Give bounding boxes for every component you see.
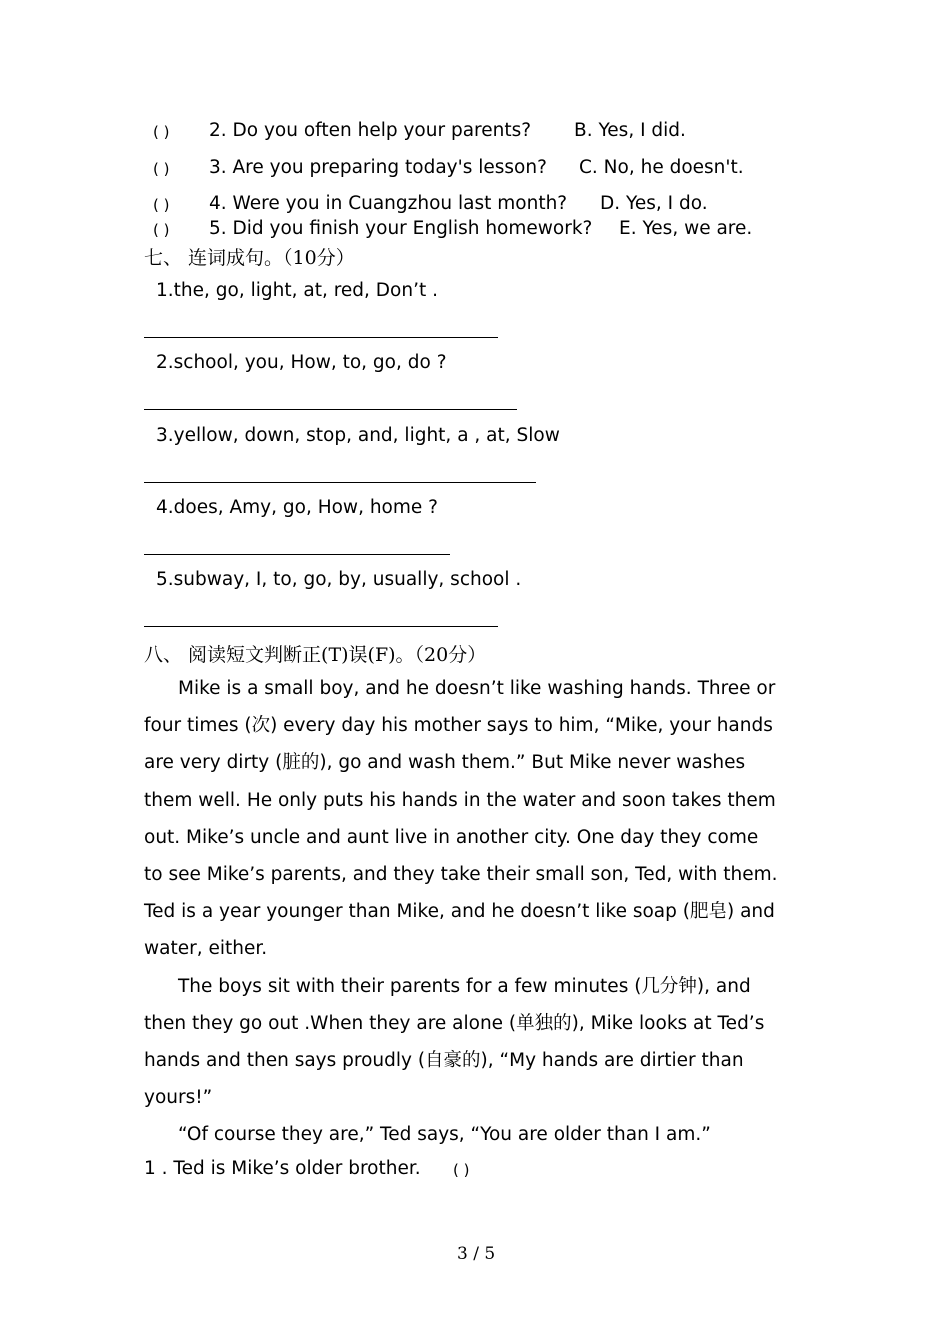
section-title: 八、 阅读短文判断正(T)误(F)。（20分） (144, 644, 487, 666)
page-number: 3 / 5 (457, 1244, 496, 1264)
passage-line: The boys sit with their parents for a few minutes (几分钟), and (178, 975, 751, 997)
matching-answer: D. Yes, I do. (600, 193, 708, 214)
passage-line: Mike is a small boy, and he doesn’t like washing hands. Three or (178, 678, 776, 699)
passage-line: “Of course they are,” Ted says, “You are older than I am.” (178, 1124, 711, 1146)
answer-paren: ( ) (153, 196, 170, 214)
answer-paren: ( ) (153, 160, 170, 178)
sentence-prompt: 5.subway, I, to, go, by, usually, school . (156, 569, 522, 590)
matching-question: 3. Are you preparing today's lesson? (209, 157, 547, 178)
answer-line (144, 409, 517, 410)
passage-line: to see Mike’s parents, and they take their small son, Ted, with them. (144, 863, 778, 885)
passage-line: then they go out .When they are alone (单独的), Mike looks at Ted’s (144, 1012, 765, 1034)
matching-question: 4. Were you in Cuangzhou last month? (209, 193, 568, 214)
answer-paren: ( ) (153, 123, 170, 141)
matching-answer: E. Yes, we are. (619, 218, 753, 239)
matching-question: 2. Do you often help your parents? (209, 120, 532, 141)
answer-paren: ( ) (153, 221, 170, 239)
sentence-prompt: 2.school, you, How, to, go, do ? (156, 352, 447, 373)
section-title: 七、 连词成句。（10分） (144, 247, 355, 269)
answer-line (144, 337, 498, 338)
matching-question: 5. Did you finish your English homework? (209, 218, 593, 239)
sentence-prompt: 1.the, go, light, at, red, Don’t . (156, 280, 438, 301)
passage-line: yours!” (144, 1087, 213, 1109)
passage-line: out. Mike’s uncle and aunt live in another city. One day they come (144, 826, 759, 848)
passage-line: are very dirty (脏的), go and wash them.” But Mike never washes (144, 752, 746, 774)
sentence-prompt: 3.yellow, down, stop, and, light, a , at, Slow (156, 425, 560, 446)
passage-line: water, either. (144, 938, 268, 960)
matching-answer: C. No, he doesn't. (579, 157, 744, 178)
passage-line: hands and then says proudly (自豪的), “My hands are dirtier than (144, 1049, 744, 1071)
reading-passage (144, 670, 814, 1153)
judgement-question: 1 . Ted is Mike’s older brother. (144, 1158, 421, 1179)
passage-line: four times (次) every day his mother says to him, “Mike, your hands (144, 715, 773, 737)
answer-line (144, 554, 450, 555)
answer-line (144, 626, 498, 627)
answer-line (144, 482, 536, 483)
sentence-prompt: 4.does, Amy, go, How, home ? (156, 497, 438, 518)
matching-answer: B. Yes, I did. (574, 120, 686, 141)
passage-line: Ted is a year younger than Mike, and he doesn’t like soap (肥皂) and (144, 901, 775, 923)
passage-line: them well. He only puts his hands in the water and soon takes them (144, 789, 776, 811)
answer-paren: ( ) (453, 1161, 470, 1179)
